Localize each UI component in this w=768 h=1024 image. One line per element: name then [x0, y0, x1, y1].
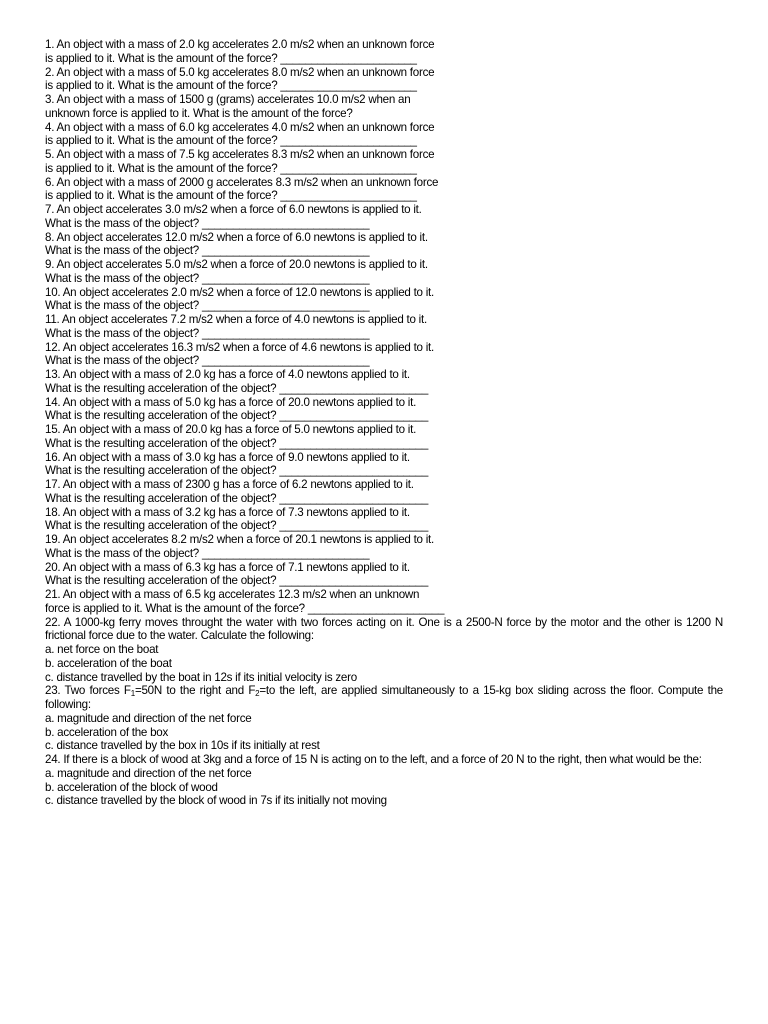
worksheet-line: What is the resulting acceleration of the object? ________________________	[45, 464, 429, 478]
worksheet-line: 8. An object accelerates 12.0 m/s2 when a force of 6.0 newtons is applied to it.	[45, 230, 428, 244]
worksheet-line: 13. An object with a mass of 2.0 kg has a force of 4.0 newtons applied to it.	[45, 368, 410, 381]
worksheet-line: is applied to it. What is the amount of the force? ______________________	[45, 51, 417, 65]
worksheet-line: What is the resulting acceleration of the object? ________________________	[45, 574, 429, 588]
worksheet-line: What is the mass of the object? ___________________________	[45, 216, 370, 230]
worksheet-line: 3. An object with a mass of 1500 g (grams) accelerates 10.0 m/s2 when an	[45, 93, 411, 106]
worksheet-line: What is the mass of the object? ___________________________	[45, 546, 370, 560]
worksheet-line: is applied to it. What is the amount of the force? ______________________	[45, 189, 417, 203]
worksheet-line: 18. An object with a mass of 3.2 kg has a force of 7.3 newtons applied to it.	[45, 505, 410, 519]
problem-22-statement-cont: frictional force due to the water. Calculate the following:	[45, 629, 314, 643]
problem-24-statement: 24. If there is a block of wood at 3kg and a force of 15 N is acting on to the left, and a force of 20 N to the right, then what would be the:	[45, 753, 702, 766]
worksheet-line: What is the mass of the object? ___________________________	[45, 326, 370, 340]
force-1-subscript: 1	[130, 689, 135, 699]
worksheet-line: What is the resulting acceleration of the object? ________________________	[45, 519, 429, 533]
worksheet-line: 7. An object accelerates 3.0 m/s2 when a force of 6.0 newtons is applied to it.	[45, 203, 422, 216]
worksheet-line: 10. An object accelerates 2.0 m/s2 when a force of 12.0 newtons is applied to it.	[45, 285, 434, 299]
worksheet-line: 4. An object with a mass of 6.0 kg accelerates 4.0 m/s2 when an unknown force	[45, 120, 435, 134]
worksheet-line: What is the mass of the object? ___________________________	[45, 354, 370, 368]
problem-23	[45, 684, 723, 753]
worksheet-line: 5. An object with a mass of 7.5 kg accelerates 8.3 m/s2 when an unknown force	[45, 148, 435, 161]
problem-23-text-end: =to the left, are applied simultaneously to a 15-kg box sliding across the floor. Compute the	[259, 684, 723, 698]
problem-23-part-c: c. distance travelled by the box in 10s if its initially at rest	[45, 739, 320, 753]
worksheet-line: is applied to it. What is the amount of the force? ______________________	[45, 134, 417, 148]
worksheet-line: What is the mass of the object? ___________________________	[45, 271, 370, 285]
worksheet-line: 11. An object accelerates 7.2 m/s2 when a force of 4.0 newtons is applied to it.	[45, 313, 427, 326]
problem-24-part-a: a. magnitude and direction of the net force	[45, 766, 252, 780]
worksheet-line: 12. An object accelerates 16.3 m/s2 when a force of 4.6 newtons is applied to it.	[45, 340, 434, 354]
problem-23-statement	[45, 684, 723, 698]
problem-23-part-b: b. acceleration of the box	[45, 725, 169, 739]
problem-23-text-mid: =50N to the right and F	[134, 684, 256, 698]
worksheet-line: What is the resulting acceleration of the object? ________________________	[45, 409, 429, 423]
problem-23-statement-cont: following:	[45, 698, 91, 711]
problem-24-part-c: c. distance travelled by the block of wood in 7s if its initially not moving	[45, 794, 387, 808]
problem-22	[45, 616, 723, 685]
problem-22-statement: 22. A 1000-kg ferry moves throught the water with two forces acting on it. One is a 2500-N force by the motor and the other is 1200 N	[45, 615, 723, 629]
worksheet-line: What is the resulting acceleration of the object? ________________________	[45, 491, 429, 505]
worksheet-line: What is the mass of the object? ___________________________	[45, 299, 370, 313]
worksheet-line: 1. An object with a mass of 2.0 kg accelerates 2.0 m/s2 when an unknown force	[45, 38, 435, 51]
problem-22-part-a: a. net force on the boat	[45, 643, 159, 656]
worksheet-line: 17. An object with a mass of 2300 g has a force of 6.2 newtons applied to it.	[45, 478, 414, 491]
worksheet-line: 21. An object with a mass of 6.5 kg accelerates 12.3 m/s2 when an unknown	[45, 588, 420, 601]
problem-23-text-start: 23. Two forces F	[45, 684, 131, 698]
problem-22-part-c: c. distance travelled by the boat in 12s if its initial velocity is zero	[45, 670, 357, 684]
worksheet-line: unknown force is applied to it. What is the amount of the force?	[45, 106, 353, 120]
worksheet-line: What is the resulting acceleration of the object? ________________________	[45, 381, 429, 395]
worksheet-line: What is the mass of the object? ___________________________	[45, 244, 370, 258]
worksheet-line: 9. An object accelerates 5.0 m/s2 when a force of 20.0 newtons is applied to it.	[45, 258, 428, 271]
worksheet-line: 19. An object accelerates 8.2 m/s2 when a force of 20.1 newtons is applied to it.	[45, 533, 434, 546]
worksheet-line: is applied to it. What is the amount of the force? ______________________	[45, 161, 417, 175]
worksheet-line: 14. An object with a mass of 5.0 kg has a force of 20.0 newtons applied to it.	[45, 395, 417, 409]
worksheet-line: 20. An object with a mass of 6.3 kg has a force of 7.1 newtons applied to it.	[45, 560, 410, 574]
worksheet-line: 16. An object with a mass of 3.0 kg has a force of 9.0 newtons applied to it.	[45, 450, 410, 464]
problem-24	[45, 753, 723, 808]
worksheet-line: force is applied to it. What is the amount of the force? ______________________	[45, 601, 445, 615]
worksheet-page	[45, 38, 723, 808]
worksheet-line: What is the resulting acceleration of the object? ________________________	[45, 436, 429, 450]
problem-23-part-a: a. magnitude and direction of the net force	[45, 711, 252, 725]
problem-24-part-b: b. acceleration of the block of wood	[45, 780, 218, 794]
problem-list-simple	[45, 38, 723, 616]
worksheet-line: is applied to it. What is the amount of the force? ______________________	[45, 79, 417, 93]
force-2-subscript: 2	[255, 689, 260, 699]
problem-22-part-b: b. acceleration of the boat	[45, 656, 172, 670]
worksheet-line: 6. An object with a mass of 2000 g accelerates 8.3 m/s2 when an unknown force	[45, 175, 439, 189]
worksheet-line: 2. An object with a mass of 5.0 kg accelerates 8.0 m/s2 when an unknown force	[45, 65, 435, 79]
worksheet-line: 15. An object with a mass of 20.0 kg has a force of 5.0 newtons applied to it.	[45, 423, 417, 436]
